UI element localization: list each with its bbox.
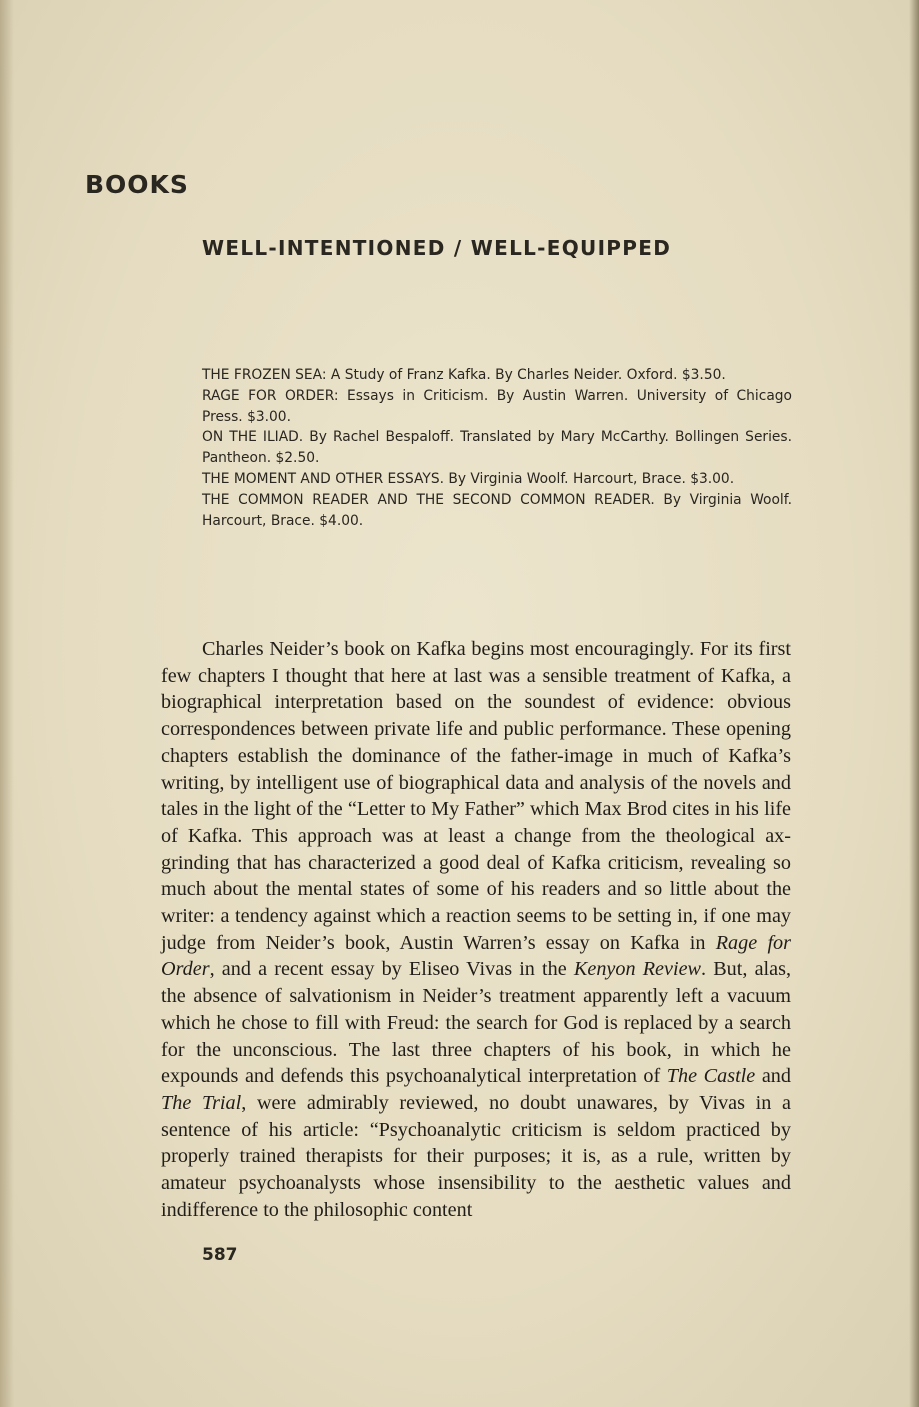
article-title: WELL-INTENTIONED / WELL-EQUIPPED bbox=[202, 236, 672, 260]
book-entry: THE COMMON READER AND THE SECOND COMMON READER. By Virginia Woolf. Harcourt, Brace. $4.00. bbox=[202, 491, 792, 529]
page-edge-shadow-left bbox=[0, 0, 14, 1407]
paragraph-text: , were admirably reviewed, no doubt unawares, by Vivas in a sentence of his article: “Psychoanalytic criticism is seldom practiced by properly trained therapists for their purposes; it is, as a rule, written by amateur psychoanalysts whose insensibility to the aesthetic values and indifference to the philosophic content bbox=[161, 1091, 792, 1221]
paragraph-text: , and a recent essay by Eliseo Vivas in the bbox=[209, 958, 574, 981]
reviewed-books-list bbox=[202, 365, 792, 531]
book-entry: THE MOMENT AND OTHER ESSAYS. By Virginia Woolf. Harcourt, Brace. $3.00. bbox=[202, 470, 735, 487]
book-title-italic: The Trial bbox=[161, 1091, 242, 1114]
section-title: BOOKS bbox=[85, 170, 189, 199]
review-paragraph bbox=[161, 636, 791, 1223]
paragraph-text: and bbox=[755, 1065, 791, 1088]
book-entry: ON THE ILIAD. By Rachel Bespaloff. Translated by Mary McCarthy. Bollingen Series. Pantheon. $2.50. bbox=[202, 429, 792, 467]
journal-title-italic: Kenyon Review bbox=[573, 958, 701, 981]
book-title-italic: Rage for Order bbox=[161, 931, 791, 981]
book-entry: RAGE FOR ORDER: Essays in Criticism. By Austin Warren. University of Chicago Press. $3.00. bbox=[202, 387, 792, 425]
book-title-italic: The Castle bbox=[666, 1065, 756, 1088]
page-number: 587 bbox=[202, 1245, 238, 1265]
paragraph-text: . But, alas, the absence of salvationism in Neider’s treatment apparently left a vacuum which he chose to fill with Freud: the search for God is replaced by a search for the unconscious. The last three chapters of his book, in which he expounds and defends this psychoanalytical interpretation of bbox=[161, 958, 792, 1088]
page-edge-shadow-right bbox=[909, 0, 919, 1407]
paragraph-text: Charles Neider’s book on Kafka begins most encouragingly. For its first few chapters I thought that here at last was a sensible treatment of Kafka, a biographical interpretation based on the soundest of evidence: obvious correspondences between private life and public performance. These opening chapters establish the dominance of the father-image in much of Kafka’s writing, by intelligent use of biographical data and analysis of the novels and tales in the light of the “Letter to My Father” which Max Brod cites in his life of Kafka. This approach was at least a change from the theological ax-grinding that has characterized a good deal of Kafka criticism, revealing so much about the mental states of some of his readers and so little about the writer: a tendency against which a reaction seems to be setting in, if one may judge from Neider’s book, Austin Warren’s essay on Kafka in bbox=[161, 638, 791, 954]
book-entry: THE FROZEN SEA: A Study of Franz Kafka. By Charles Neider. Oxford. $3.50. bbox=[202, 367, 726, 383]
